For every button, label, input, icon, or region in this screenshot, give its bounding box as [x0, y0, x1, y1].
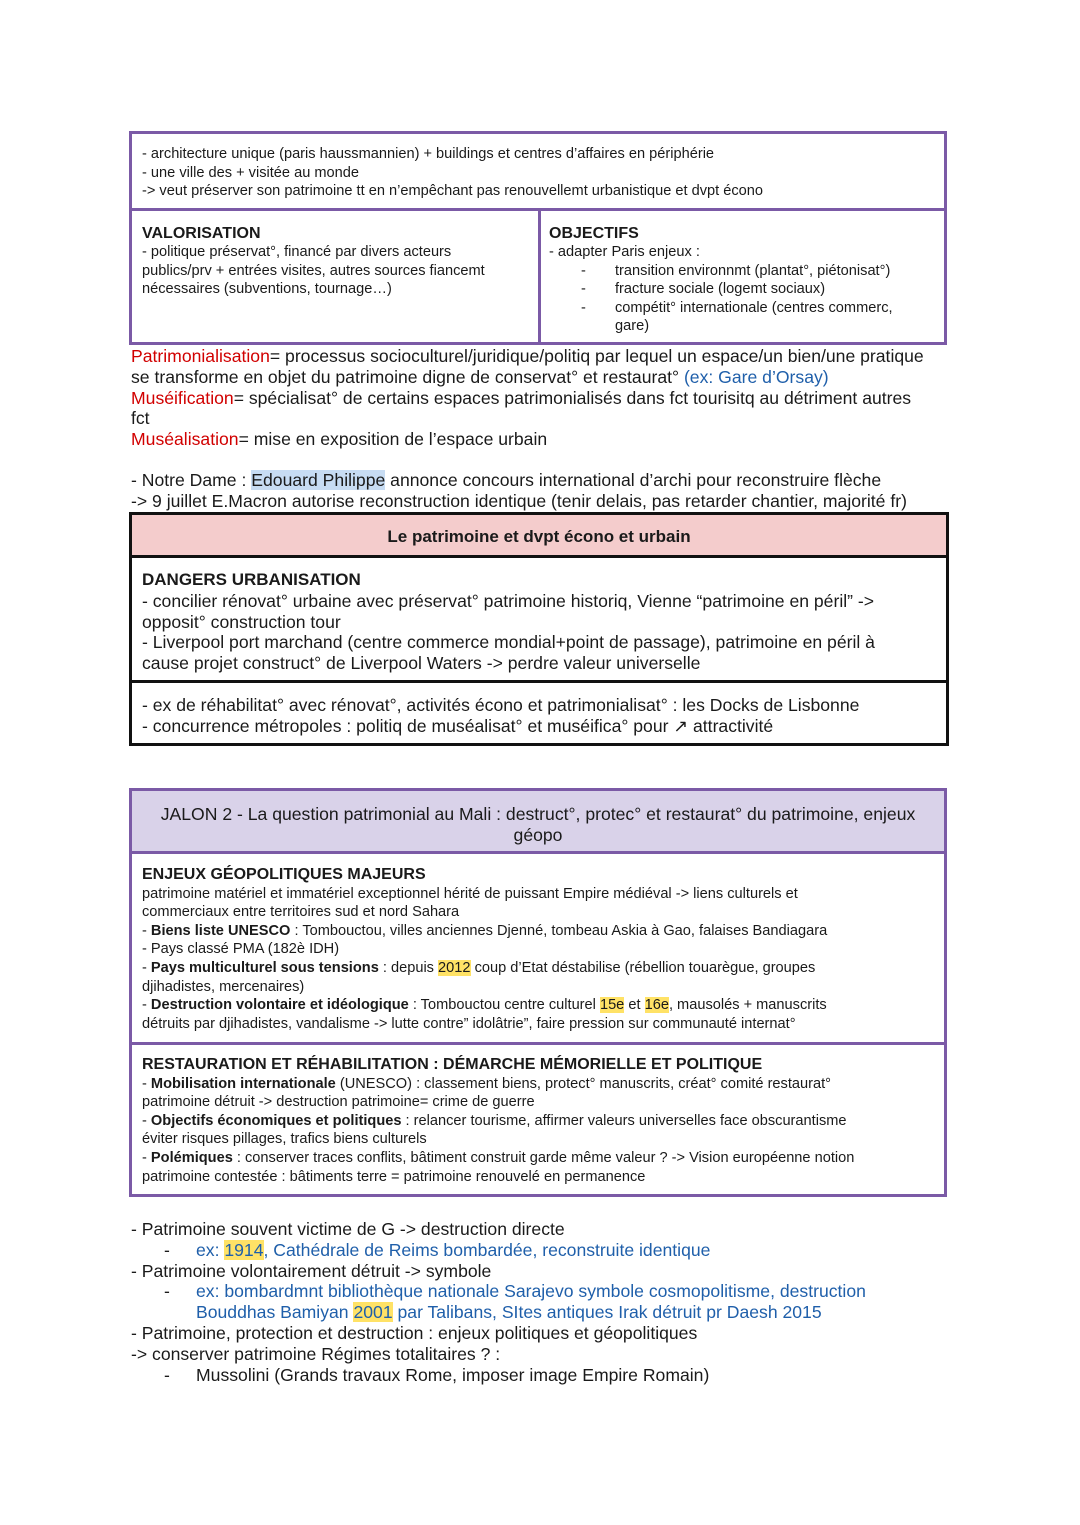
- highlight-year: 2012: [438, 959, 471, 976]
- example-line: - Mussolini (Grands travaux Rome, imposer image Empire Romain): [164, 1364, 710, 1385]
- jalon-header: [129, 788, 947, 854]
- valorisation-line: publics/prv + entrées visites, autres sources fiancemt: [142, 262, 485, 279]
- highlight-century: 16e: [644, 997, 669, 1014]
- definition-patrimonialisation-cont: se transforme en objet du patrimoine digne de conservat° et restaurat° (ex: Gare d’Orsay): [131, 366, 829, 387]
- definition-museification-cont: fct: [131, 408, 150, 429]
- paris-line: -> veut préserver son patrimoine tt en n’empêchant pas renouvellemt urbanistique et dvpt écono: [142, 183, 763, 200]
- enjeux-geopolitiques-cell: ENJEUX GÉOPOLITIQUES MAJEURS patrimoine matériel et immatériel exceptionnel hérité de puissant Empire médiéval -> liens culturels et commerciaux entre territoires sud et nord Sahara - Biens liste UNESCO : Tombouctou, villes anciennes Djenné, tombeau Askia à Gao, falaises Bandiagara - Pays classé PMA (182è IDH) - Pays multiculturel sous tensions : depuis 2012 coup d’Etat déstabilise (rébellion touarègue, groupes djihadistes, mercenaires) - Destruction volontaire et idéologique : Tombouctou centre culturel 15e et 16e, mausolés + manuscrits détruits par djihadistes, vandalisme -> lutte contre” idolâtrie”, faire pression sur communauté internat°: [129, 851, 947, 1045]
- jalon-title: JALON 2 - La question patrimonial au Mali : destruct°, protec° et restaurat° du patrimoine, enjeux: [160, 804, 916, 824]
- paris-line: - architecture unique (paris haussmannien) + buildings et centres d’affaires en périphérie: [142, 146, 715, 162]
- objectifs-box: [538, 208, 947, 345]
- highlight-name: Edouard Philippe: [251, 470, 386, 490]
- objectifs-item: - fracture sociale (logemt sociaux): [581, 281, 826, 298]
- eco-table-header: [129, 512, 949, 558]
- rehabilitation-cell: - ex de réhabilitat° avec rénovat°, activités écono et patrimonialisat° : les Docks de Lisbonne - concurrence métropoles : politiq de muséalisat° et muséifica° pour ↗ attractivité: [129, 680, 949, 746]
- highlight-century: 15e: [599, 997, 625, 1014]
- definition-museification: Muséification= spécialisat° de certains espaces patrimonialisés dans fct tourisitq au détriment autres: [131, 387, 912, 408]
- highlight-year: 1914: [224, 1239, 264, 1260]
- restauration-title: RESTAURATION ET RÉHABILITATION : DÉMARCHE MÉMORIELLE ET POLITIQUE: [142, 1056, 763, 1073]
- bottom-notes: - Patrimoine souvent victime de G -> destruction directe - ex: 1914, Cathédrale de Reims bombardée, reconstruite identique - Patrimoine volontairement détruit -> symbole - ex: bombardmnt bibliothèque nationale Sarajevo symbole cosmopolitisme, destruction Bouddhas Bamiyan 2001 par Talibans, SItes antiques Irak détruit pr Daesh 2015 - Patrimoine, protection et destruction : enjeux politiques et géopolitiques -> conserver patrimoine Régimes totalitaires ? : - Mussolini (Grands travaux Rome, imposer image Empire Romain): [131, 1219, 961, 1385]
- valorisation-box: [129, 208, 541, 345]
- highlight-year: 2001: [353, 1302, 393, 1323]
- dangers-urbanisation-cell: DANGERS URBANISATION - concilier rénovat° urbaine avec préservat° patrimoine historiq, Vienne “patrimoine en péril” -> opposit° construction tour - Liverpool port marchand (centre commerce mondial+point de passage), patrimoine en péril à cause projet construct° de Liverpool Waters -> perdre valeur universelle: [129, 555, 949, 683]
- valorisation-line: - politique préservat°, financé par divers acteurs: [142, 244, 452, 260]
- objectifs-title: OBJECTIFS: [549, 225, 639, 242]
- paris-line: - une ville des + visitée au monde: [142, 164, 360, 181]
- enjeux-title: ENJEUX GÉOPOLITIQUES MAJEURS: [142, 866, 426, 883]
- definition-musealisation: Muséalisation= mise en exposition de l’espace urbain: [131, 429, 548, 450]
- notre-dame-note: - Notre Dame : Edouard Philippe annonce concours international d’archi pour reconstruire flèche -> 9 juillet E.Macron autorise reconstruction identique (tenir delais, pas retarder chantier, majorité fr): [131, 470, 907, 511]
- valorisation-title: VALORISATION: [142, 225, 261, 242]
- dangers-title: DANGERS URBANISATION: [142, 570, 361, 589]
- example-line: - ex: bombardmnt bibliothèque nationale Sarajevo symbole cosmopolitisme, destruction: [164, 1281, 866, 1302]
- valorisation-line: nécessaires (subventions, tournage…): [142, 281, 392, 298]
- objectifs-intro: - adapter Paris enjeux :: [549, 244, 700, 260]
- paris-summary-box: [129, 131, 947, 211]
- restauration-cell: RESTAURATION ET RÉHABILITATION : DÉMARCHE MÉMORIELLE ET POLITIQUE - Mobilisation internationale (UNESCO) : classement biens, protect° manuscrits, créat° comité restaurat° patrimoine détruit -> destruction patrimoine= crime de guerre - Objectifs économiques et politiques : relancer tourisme, affirmer valeurs universelles face obscurantisme éviter risques pillages, trafics biens culturels - Polémiques : conserver traces conflits, bâtiment construit garde même valeur ? -> Vision européenne notion patrimoine contestée : bâtiments terre = patrimoine renouvelé en permanence: [129, 1042, 947, 1197]
- objectifs-list: [549, 262, 944, 336]
- example-line: - ex: 1914, Cathédrale de Reims bombardée, reconstruite identique: [164, 1239, 711, 1260]
- objectifs-item: - compétit° internationale (centres commerc,: [581, 299, 893, 316]
- definition-patrimonialisation: Patrimonialisation= processus socioculturel/juridique/politiq par lequel un espace/un bien/une pratique: [131, 346, 924, 366]
- objectifs-item-cont: gare): [615, 318, 650, 335]
- jalon-title-cont: géopo: [513, 824, 563, 845]
- eco-table-title: Le patrimoine et dvpt écono et urbain: [387, 527, 691, 546]
- definitions: [131, 346, 961, 450]
- example-line-cont: Bouddhas Bamiyan 2001 par Talibans, SItes antiques Irak détruit pr Daesh 2015: [196, 1302, 822, 1323]
- objectifs-item: - transition environnmt (plantat°, piétonisat°): [581, 262, 891, 279]
